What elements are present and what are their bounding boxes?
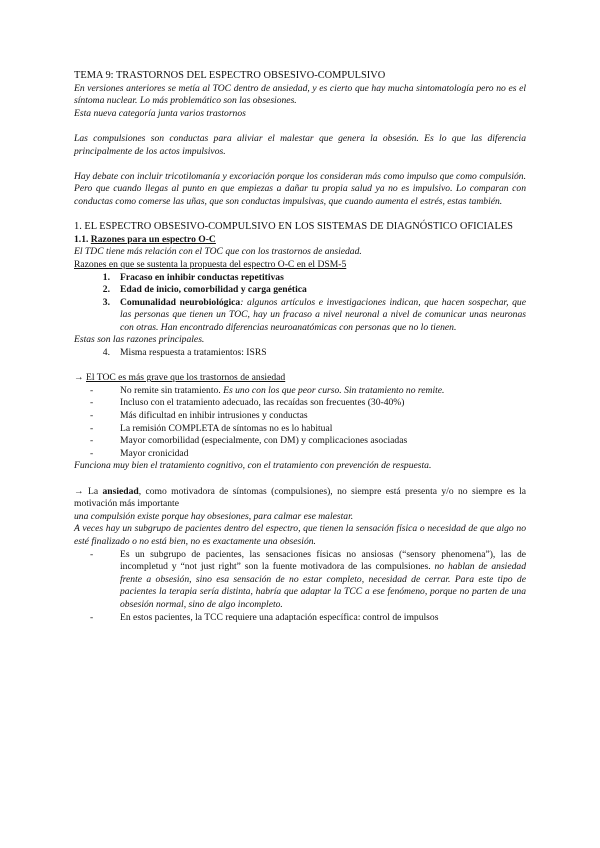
- dash-bullet: -: [90, 611, 94, 623]
- intro-paragraph-3: Las compulsiones son conductas para aliviar el malestar que genera la obsesión. Es lo que las diferencia principalmente de los actos impulsivos.: [74, 132, 526, 157]
- list-item: - Mayor comorbilidad (especialmente, con DM) y complicaciones asociadas: [90, 435, 408, 447]
- subsection-heading: [74, 234, 526, 247]
- subsection-number: 1.1.: [74, 233, 89, 245]
- subgroup-line: A veces hay un subgrupo de pacientes dentro del espectro, que tienen la sensación física o necesidad de que algo no esté finalizado o no está bien, no es exactamente una obsesión.: [74, 523, 526, 547]
- list-item: - La remisión COMPLETA de síntomas no es lo habitual: [90, 422, 333, 434]
- dash-bullet: -: [90, 397, 94, 409]
- list-item: - En estos pacientes, la TCC requiere una adaptación específica: control de impulsos: [90, 611, 439, 623]
- arrow-icon: →: [74, 372, 84, 384]
- list-item: - Incluso con el tratamiento adecuado, las recaídas son frecuentes (30-40%): [90, 397, 405, 409]
- list-item: - No remite sin tratamiento. Es uno con los que peor curso. Sin tratamiento no remite.: [90, 384, 445, 396]
- intro-paragraph-1: En versiones anteriores se metía al TOC dentro de ansiedad, y es cierto que hay mucha sintomatología pero no es el síntoma nuclear. Lo más problemático son las obsesiones.: [74, 82, 526, 107]
- dash-bullet: -: [90, 447, 94, 459]
- dash-bullet: -: [90, 410, 94, 422]
- section-heading: 1. EL ESPECTRO OBSESIVO-COMPULSIVO EN LOS SISTEMAS DE DIAGNÓSTICO OFICIALES: [74, 221, 513, 233]
- reasons-list: [74, 272, 526, 335]
- intro-paragraph-2: Esta nueva categoría junta varios trastornos: [74, 107, 246, 119]
- list-item: 4. Misma respuesta a tratamientos: ISRS: [102, 347, 267, 359]
- dash-bullet: -: [90, 548, 94, 560]
- list-item: - Es un subgrupo de pacientes, las sensaciones físicas no ansiosas (“sensory phenomena”), las de incompletud y “not just right” son la fuente motivadora de las compulsiones. no hablan de ansiedad frente a obsesión, sino esa sensación de no estar completo, necesidad de cerrar. Para este tipo de pacientes la terapia sería distinta, habría que adaptar la TCC a ese fenómeno, porque no parten de una obsesión normal, sino de algo incompleto.: [90, 548, 526, 610]
- reasons-list-continued: [74, 347, 526, 360]
- compulsion-line: una compulsión existe porque hay obsesiones, para calmar ese malestar.: [74, 510, 354, 522]
- list-item: 1. Fracaso en inhibir conductas repetitivas: [102, 271, 284, 283]
- list-item: 3. Comunalidad neurobiológica: algunos artículos e investigaciones indican, que hacen sospechar, que las personas que tienen un TOC, hay un fracaso a nivel neuronal a nivel de comunicar unas neuronas con otras. Han encontrado diferencias neuroanatómicas con personas que no lo tienen.: [102, 296, 526, 333]
- subgroup-list: [74, 549, 526, 625]
- tdc-line: El TDC tiene más relación con el TOC que con los trastornos de ansiedad.: [74, 246, 362, 258]
- subsection-title: Razones para un espectro O-C: [90, 233, 216, 245]
- toc-heading: → El TOC es más grave que los trastornos de ansiedad: [74, 372, 286, 384]
- dash-bullet: -: [90, 384, 94, 396]
- reasons-heading: Razones en que se sustenta la propuesta del espectro O-C en el DSM-5: [74, 258, 347, 270]
- toc-list: [74, 385, 526, 461]
- arrow-icon: →: [74, 485, 84, 497]
- dash-bullet: -: [90, 422, 94, 434]
- list-item: 2. Edad de inicio, comorbilidad y carga genética: [102, 284, 307, 296]
- toc-closing: Funciona muy bien el tratamiento cognitivo, con el tratamiento con prevención de respuesta.: [74, 460, 432, 472]
- document-page: [74, 70, 526, 624]
- page-title: TEMA 9: TRASTORNOS DEL ESPECTRO OBSESIVO-COMPULSIVO: [74, 70, 386, 81]
- dash-bullet: -: [90, 435, 94, 447]
- intro-paragraph-4: Hay debate con incluir tricotilomanía y excoriación porque los consideran más como impulso que como compulsión. Pero que cuando llegas al punto en que empiezas a dañar tu propia salud ya no es impulsivo. Lo comparan con conductas como comerse las uñas, que son conductas impulsivas, que cuando aumenta el estrés, estas también.: [74, 170, 526, 207]
- list-item: - Mayor cronicidad: [90, 447, 189, 459]
- list-item: - Más dificultad en inhibir intrusiones y conductas: [90, 410, 308, 422]
- main-reasons-note: Estas son las razones principales.: [74, 334, 205, 346]
- ansiedad-paragraph: → La ansiedad, como motivadora de síntomas (compulsiones), no siempre está presenta y/o no siempre es la motivación más importante: [74, 485, 526, 510]
